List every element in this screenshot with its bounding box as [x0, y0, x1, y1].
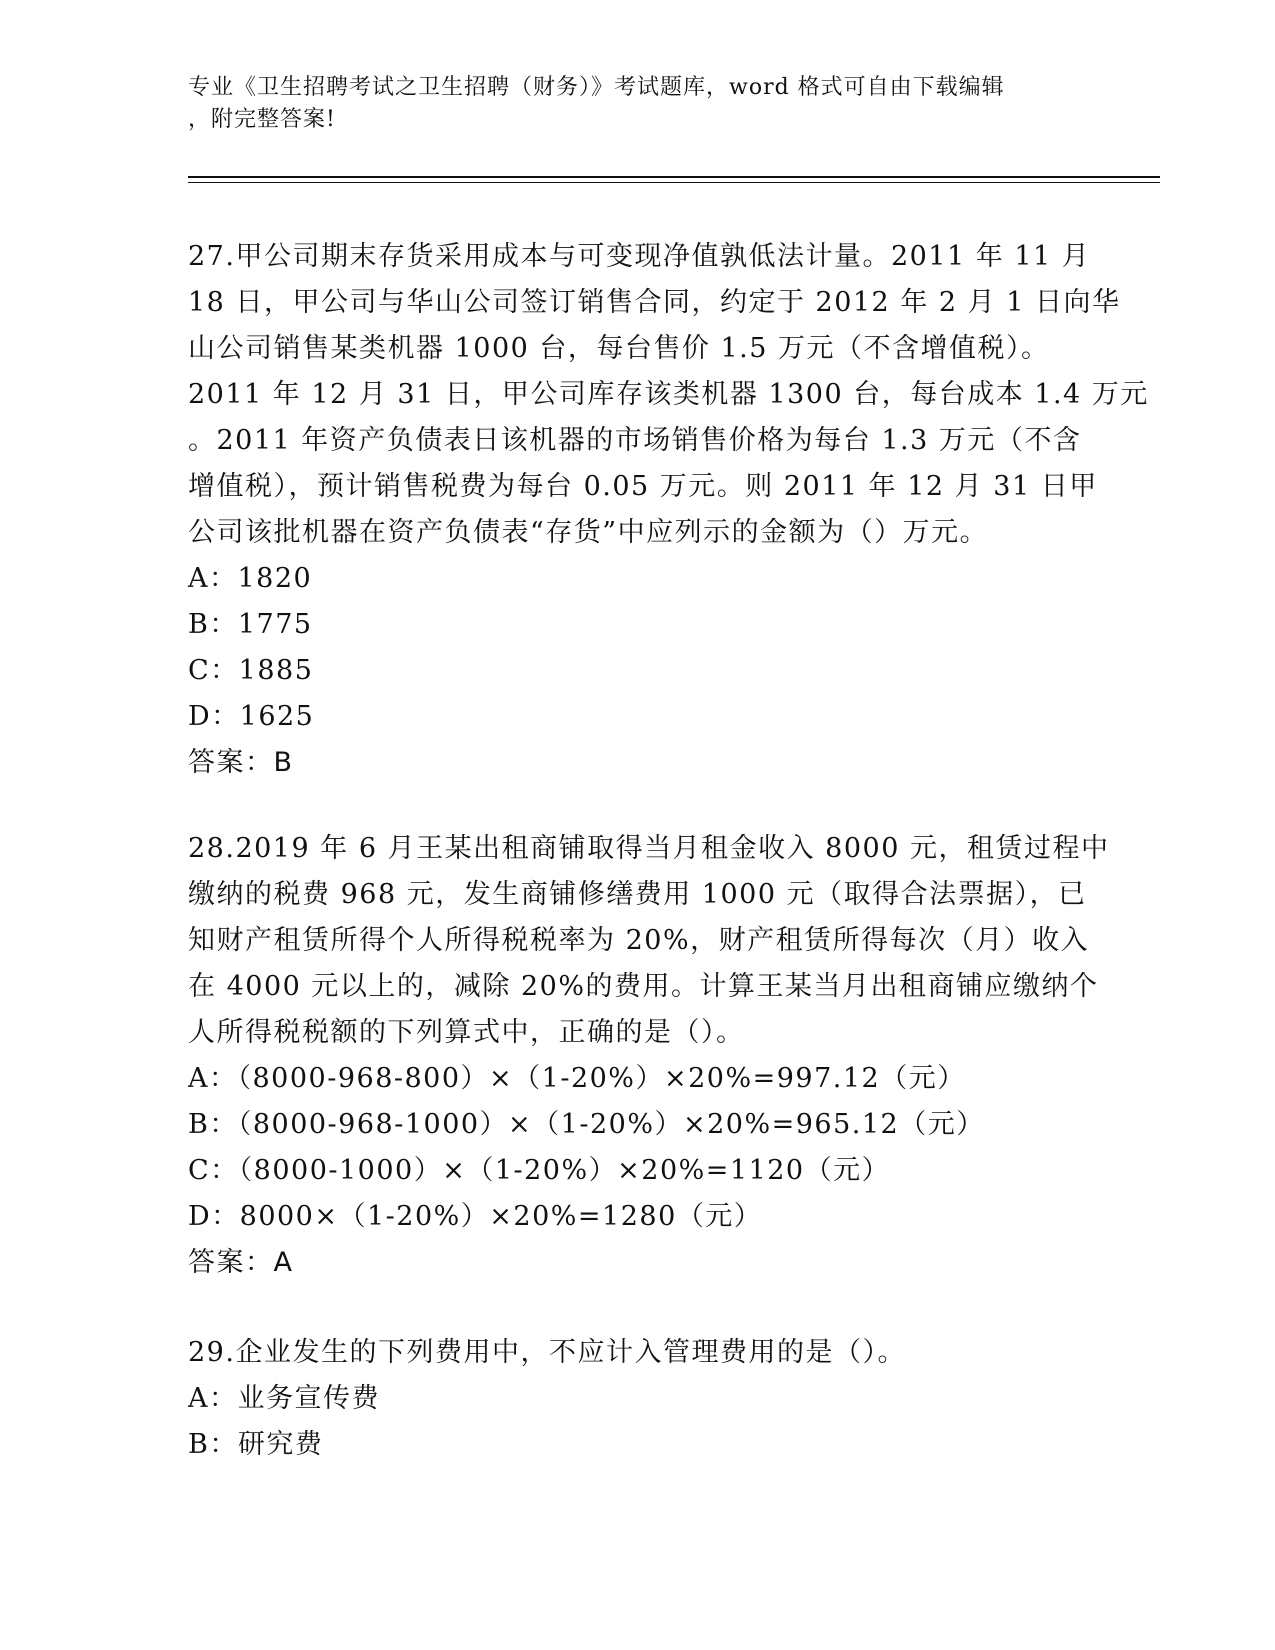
question-text-line: 27.甲公司期末存货采用成本与可变现净值孰低法计量。2011 年 11 月: [188, 241, 1091, 272]
question-text-line: 公司该批机器在资产负债表“存货”中应列示的金额为（）万元。: [188, 517, 989, 548]
question-text-line: 29.企业发生的下列费用中，不应计入管理费用的是（）。: [188, 1337, 906, 1368]
question-text-line: 山公司销售某类机器 1000 台，每台售价 1.5 万元（不含增值税）。: [188, 333, 1050, 364]
header-divider-thin: [188, 182, 1160, 183]
answer-label: 答案：A: [188, 1247, 294, 1278]
option-a: A：1820: [188, 563, 313, 594]
header-divider-thick: [188, 176, 1160, 178]
question-28: [188, 826, 1110, 1286]
question-text-line: 增值税），预计销售税费为每台 0.05 万元。则 2011 年 12 月 31 日甲: [188, 471, 1098, 502]
question-text-line: 缴纳的税费 968 元，发生商铺修缮费用 1000 元（取得合法票据），已: [188, 879, 1087, 910]
option-a: A：业务宣传费: [188, 1383, 380, 1414]
answer-label: 答案：B: [188, 747, 294, 778]
question-text-line: 2011 年 12 月 31 日，甲公司库存该类机器 1300 台，每台成本 1.4 万元: [188, 379, 1149, 410]
option-b: B：（8000-968-1000）×（1-20%）×20%=965.12（元）: [188, 1109, 985, 1140]
question-29: [188, 1330, 1088, 1468]
option-d: D：1625: [188, 701, 315, 732]
header-line-2: ，附完整答案!: [188, 107, 336, 132]
question-text-line: 知财产租赁所得个人所得税税率为 20%，财产租赁所得每次（月）收入: [188, 925, 1090, 956]
option-c: C：（8000-1000）×（1-20%）×20%=1120（元）: [188, 1155, 891, 1186]
option-d: D：8000×（1-20%）×20%=1280（元）: [188, 1201, 763, 1232]
option-c: C：1885: [188, 655, 314, 686]
question-text-line: 人所得税税额的下列算式中，正确的是（）。: [188, 1017, 745, 1048]
document-header: [188, 72, 1088, 136]
question-text-line: 。2011 年资产负债表日该机器的市场销售价格为每台 1.3 万元（不含: [188, 425, 1082, 456]
option-b: B：1775: [188, 609, 313, 640]
question-text-line: 28.2019 年 6 月王某出租商铺取得当月租金收入 8000 元，租赁过程中: [188, 833, 1110, 864]
question-27: [188, 234, 1149, 786]
header-line-1: 专业《卫生招聘考试之卫生招聘（财务）》考试题库，word 格式可自由下载编辑: [188, 75, 1005, 100]
option-b: B：研究费: [188, 1429, 324, 1460]
question-text-line: 18 日，甲公司与华山公司签订销售合同，约定于 2012 年 2 月 1 日向华: [188, 287, 1121, 318]
question-text-line: 在 4000 元以上的，减除 20%的费用。计算王某当月出租商铺应缴纳个: [188, 971, 1099, 1002]
option-a: A：（8000-968-800）×（1-20%）×20%=997.12（元）: [188, 1063, 966, 1094]
